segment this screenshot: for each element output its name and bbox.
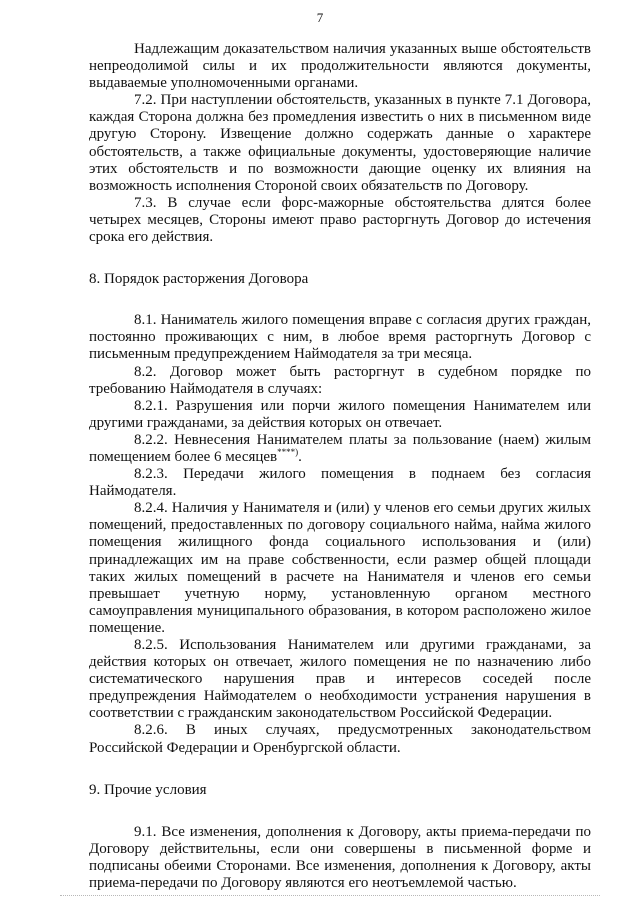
paragraph-8-2-6: 8.2.6. В иных случаях, предусмотренных законодательством Российской Федерации и Оренбургской области. xyxy=(89,722,591,756)
paragraph-8-2-4: 8.2.4. Наличия у Нанимателя и (или) у членов его семьи других жилых помещений, предоставленных по договору социального найма, найма жилого помещения жилищного фонда социального использования и (или) принадлежащих им на праве собственности, если размер общей площади таких жилых помещений в расчете на Нанимателя и членов его семьи превышает учетную норму, установленную органом местного самоуправления муниципального образования, в котором расположено жилое помещение. xyxy=(89,500,591,636)
paragraph-8-2-3: 8.2.3. Передачи жилого помещения в поднаем без согласия Наймодателя. xyxy=(89,466,591,500)
paragraph-9-1: 9.1. Все изменения, дополнения к Договору, акты приема-передачи по Договору действительны, если они совершены в письменной форме и подписаны обеими Сторонами. Все изменения, дополнения к Договору, акты приема-передачи по Договору являются его неотъемлемой частью. xyxy=(89,823,591,892)
paragraph-8-2-1: 8.2.1. Разрушения или порчи жилого помещения Нанимателем или другими гражданами, за действия которых он отвечает. xyxy=(89,397,591,431)
scan-artifact-line xyxy=(60,895,600,896)
paragraph-8-2-2-end: . xyxy=(298,448,302,465)
paragraph-7-1-evidence: Надлежащим доказательством наличия указанных выше обстоятельств непреодолимой силы и их продолжительности являются документы, выдаваемые уполномоченными органами. xyxy=(89,41,591,92)
section-9-heading: 9. Прочие условия xyxy=(89,781,207,798)
paragraph-7-3: 7.3. В случае если форс-мажорные обстоятельства длятся более четырех месяцев, Стороны имеют право расторгнуть Договор до истечения срока его действия. xyxy=(89,194,591,246)
paragraph-8-2-5: 8.2.5. Использования Нанимателем или другими гражданами, за действия которых он отвечает, жилого помещения не по назначению либо систематического нарушения прав и интересов соседей после предупреждения Наймодателем о необходимости устранения нарушения в соответствии с гражданским законодательством Российской Федерации. xyxy=(89,637,591,722)
document-body xyxy=(89,41,591,892)
paragraph-8-1: 8.1. Наниматель жилого помещения вправе с согласия других граждан, постоянно проживающих с ним, в любое время расторгнуть Договор с письменным предупреждением Наймодателя за три месяца. xyxy=(89,312,591,363)
page-number: 7 xyxy=(316,10,324,25)
paragraph-7-2: 7.2. При наступлении обстоятельств, указанных в пункте 7.1 Договора, каждая Сторона должна без промедления известить о них в письменном виде другую Сторону. Извещение должно содержать данные о характере обстоятельств, а также официальные документы, удостоверяющие наличие этих обстоятельств и по возможности дающие оценку их влияния на возможность исполнения Стороной своих обязательств по Договору. xyxy=(89,92,591,194)
footnote-marker: ****) xyxy=(277,446,299,457)
section-8-heading: 8. Порядок расторжения Договора xyxy=(89,271,309,288)
paragraph-8-2-2-text: 8.2.2. Невнесения Нанимателем платы за пользование (наем) жилым помещением более 6 месяцев xyxy=(89,431,591,465)
paragraph-8-2-2 xyxy=(89,432,591,466)
paragraph-8-2: 8.2. Договор может быть расторгнут в судебном порядке по требованию Наймодателя в случаях: xyxy=(89,363,591,397)
